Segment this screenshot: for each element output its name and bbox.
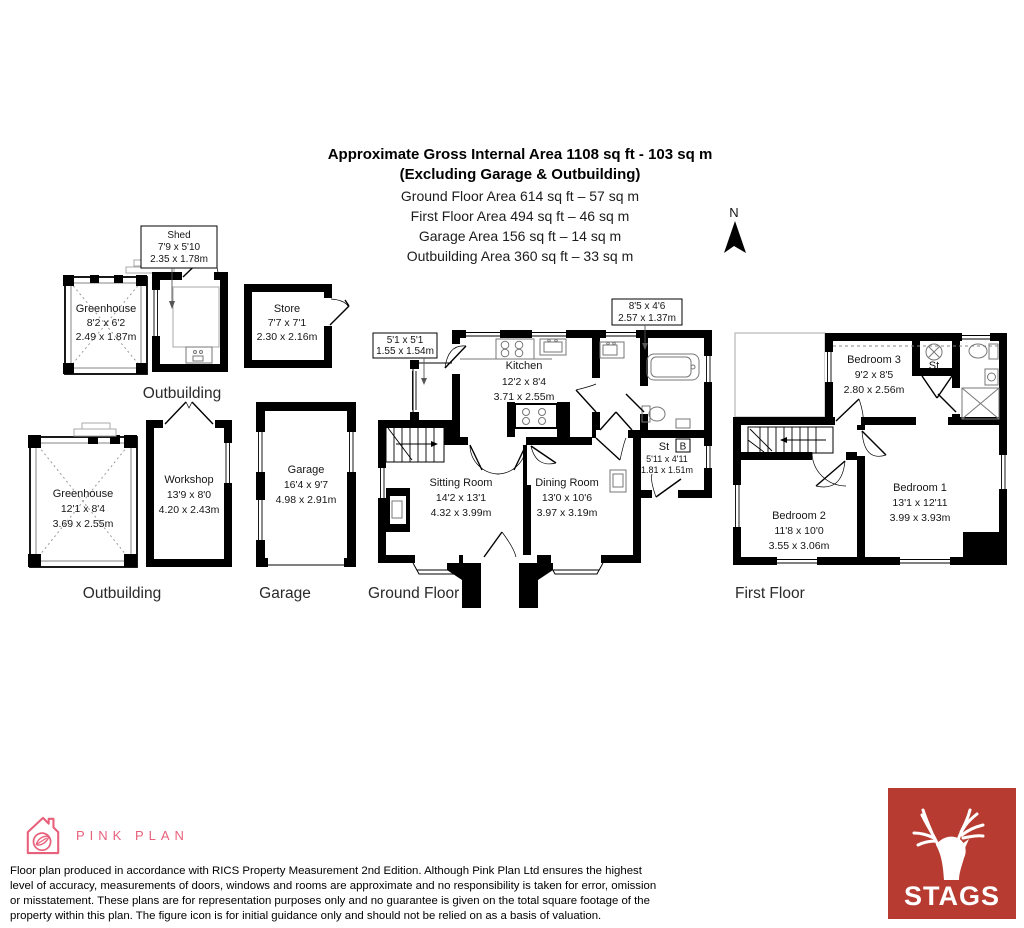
store-gf-metric: 1.81 x 1.51m bbox=[640, 465, 694, 475]
basin-icon bbox=[676, 419, 690, 428]
first-floor-area: First Floor Area 494 sq ft – 46 sq m bbox=[410, 208, 630, 224]
bedroom3-metric: 2.80 x 2.56m bbox=[843, 384, 905, 396]
basin-ff-icon bbox=[985, 369, 998, 385]
dining-room-imperial: 13'0 x 10'6 bbox=[541, 492, 593, 504]
greenhouse-large bbox=[28, 423, 137, 567]
workshop-imperial: 13'9 x 8'0 bbox=[166, 489, 212, 501]
bedroom2-label: Bedroom 2 bbox=[772, 510, 826, 522]
store-gf-imperial: 5'11 x 4'11 bbox=[646, 454, 688, 464]
disclaimer-text: Floor plan produced in accordance with RICS Property Measurement 2nd Edition. Although Pink Plan Ltd ensures the highest level of accuracy, measurements of doors, windows and rooms are approximate and no responsibility is taken for error, omission or misstatement. These plans are for representation purposes only and no guarantee is given on the total square footage of the property within this plan. The figure icon is for initial guidance only and should not be relied on as a basis of valuation. bbox=[10, 865, 657, 922]
greenhouse-small-label: Greenhouse bbox=[75, 303, 137, 315]
kitchen-metric: 3.71 x 2.55m bbox=[493, 391, 555, 403]
bedroom2-imperial: 11'8 x 10'0 bbox=[774, 525, 824, 537]
water-tank-icon bbox=[926, 344, 942, 360]
store-ff-label: St bbox=[928, 360, 940, 372]
roof-outline bbox=[735, 333, 825, 417]
dining-room-label: Dining Room bbox=[535, 477, 599, 489]
garage-area: Garage Area 156 sq ft – 14 sq m bbox=[418, 228, 622, 244]
porch-imperial: 5'1 x 5'1 bbox=[386, 335, 424, 346]
fireplace-icon bbox=[390, 496, 406, 524]
bench-icon bbox=[74, 429, 116, 436]
garage-imperial: 16'4 x 9'7 bbox=[283, 479, 329, 491]
kitchen-imperial: 12'2 x 8'4 bbox=[501, 376, 547, 388]
stairs-ground bbox=[386, 426, 444, 462]
gross-area-title: Approximate Gross Internal Area 1108 sq ft - 103 sq m bbox=[327, 146, 713, 163]
stairs-first bbox=[748, 427, 833, 453]
kitchen-label: Kitchen bbox=[505, 360, 543, 372]
dining-room-metric: 3.97 x 3.19m bbox=[536, 507, 598, 519]
sink-icon bbox=[540, 339, 566, 355]
bedroom3-label: Bedroom 3 bbox=[847, 354, 901, 366]
outbuilding-top-label: Outbuilding bbox=[142, 385, 222, 402]
first-floor-label: First Floor bbox=[735, 585, 805, 602]
garage-metric: 4.98 x 2.91m bbox=[275, 494, 337, 506]
greenhouse-large-label: Greenhouse bbox=[52, 488, 114, 500]
bedroom3-imperial: 9'2 x 8'5 bbox=[854, 369, 894, 381]
porch-metric: 1.55 x 1.54m bbox=[376, 346, 434, 357]
outbuilding-area: Outbuilding Area 360 sq ft – 33 sq m bbox=[406, 248, 634, 264]
gross-area-subtitle: (Excluding Garage & Outbuilding) bbox=[399, 166, 641, 183]
bedroom1-imperial: 13'1 x 12'11 bbox=[892, 497, 948, 509]
sitting-room-metric: 4.32 x 3.99m bbox=[430, 507, 492, 519]
bay-window-dining bbox=[549, 555, 603, 574]
store-outbuilding bbox=[244, 284, 349, 368]
shed-label: Shed bbox=[167, 230, 191, 241]
shed-metric: 2.35 x 1.78m bbox=[150, 254, 208, 265]
bedroom2-metric: 3.55 x 3.06m bbox=[768, 540, 830, 552]
porch-callout bbox=[373, 333, 437, 385]
sitting-room-imperial: 14'2 x 13'1 bbox=[435, 492, 487, 504]
garage-label: Garage bbox=[287, 464, 325, 476]
workshop bbox=[146, 402, 232, 567]
greenhouse-small-imperial: 8'2 x 6'2 bbox=[86, 317, 126, 329]
stags-logo bbox=[888, 788, 1016, 919]
garage-floor-label: Garage bbox=[259, 585, 311, 602]
stags-wordmark: STAGS bbox=[903, 881, 1000, 911]
ground-floor-label: Ground Floor bbox=[368, 585, 460, 602]
shed-imperial: 7'9 x 5'10 bbox=[157, 242, 201, 253]
first-floor-plan bbox=[733, 333, 1007, 602]
island-hob-icon bbox=[515, 404, 557, 428]
greenhouse-large-imperial: 12'1 x 8'4 bbox=[60, 503, 106, 515]
greenhouse-large-metric: 3.69 x 2.55m bbox=[52, 518, 114, 530]
store-metric: 2.30 x 2.16m bbox=[256, 331, 318, 343]
north-arrow-icon bbox=[724, 205, 746, 253]
greenhouse-small-metric: 2.49 x 1.87m bbox=[75, 331, 137, 343]
pink-plan-wordmark: PINK PLAN bbox=[76, 827, 189, 843]
sitting-room-label: Sitting Room bbox=[429, 477, 493, 489]
entrance-porch bbox=[447, 532, 553, 608]
bedroom1-metric: 3.99 x 3.93m bbox=[889, 512, 951, 524]
store-imperial: 7'7 x 7'1 bbox=[267, 317, 307, 329]
outbuilding-bottom-label: Outbuilding bbox=[82, 585, 162, 602]
garage-building bbox=[256, 402, 356, 567]
store-gf-label: St bbox=[658, 441, 670, 453]
utility-metric: 2.57 x 1.37m bbox=[618, 313, 676, 324]
workshop-label: Workshop bbox=[164, 474, 214, 486]
bedroom1-label: Bedroom 1 bbox=[893, 482, 947, 494]
dining-cupboard-icon bbox=[610, 470, 626, 492]
utility-sink-icon bbox=[600, 342, 624, 358]
ground-floor-area: Ground Floor Area 614 sq ft – 57 sq m bbox=[400, 188, 640, 204]
workshop-metric: 4.20 x 2.43m bbox=[158, 504, 220, 516]
chimney-ff bbox=[963, 532, 1007, 565]
boiler-label: B bbox=[679, 441, 687, 453]
ground-floor-plan bbox=[368, 299, 712, 608]
shower-icon bbox=[962, 388, 999, 419]
shed bbox=[141, 226, 228, 372]
north-label: N bbox=[729, 205, 739, 220]
bath-icon bbox=[647, 354, 699, 380]
pink-plan-house-icon bbox=[24, 814, 62, 856]
hob-icon bbox=[496, 339, 534, 359]
store-label: Store bbox=[273, 303, 301, 315]
utility-imperial: 8'5 x 4'6 bbox=[628, 301, 666, 312]
pink-plan-logo bbox=[24, 814, 189, 856]
